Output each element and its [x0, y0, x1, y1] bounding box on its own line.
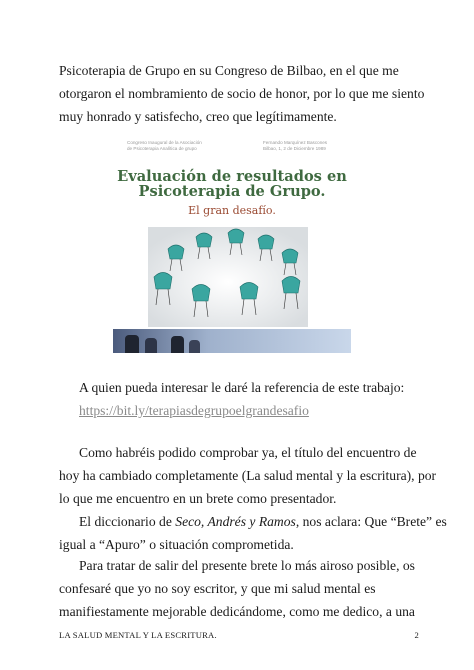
text-line: manifiestamente mejorable dedicándome, como me dedico, a una	[59, 604, 415, 619]
paragraph-encuentro	[59, 441, 437, 510]
poster-right-caption: Fernando Marquínez Bascones Bilbao, 1, 2 de Diciembre 1989	[263, 140, 328, 151]
person-silhouette	[125, 335, 139, 353]
page-number: 2	[414, 630, 419, 640]
reference-paragraph	[59, 376, 439, 422]
text-line: Psicoterapia de Grupo en su Congreso de Bilbao, en el que me	[59, 63, 399, 78]
paragraph-brete	[59, 554, 419, 623]
meeting-photo-strip	[113, 329, 351, 353]
authors-italic: Seco, Andrés y Ramos	[175, 514, 296, 529]
text-line: confesaré que yo no soy escritor, y que mi salud mental es	[59, 581, 376, 596]
reference-link[interactable]: https://bit.ly/terapiasdegrupoelgrandesafio	[79, 403, 309, 418]
chairs-circle-photo	[148, 227, 308, 327]
congress-poster-image	[113, 131, 351, 353]
poster-subtitle: El gran desafío.	[188, 204, 276, 217]
text-line: otorgaron el nombramiento de socio de honor, por lo que me siento	[59, 86, 425, 101]
poster-title: Evaluación de resultados en Psicoterapia de Grupo.	[117, 168, 347, 200]
paragraph-diccionario	[59, 510, 447, 556]
person-silhouette	[145, 338, 157, 353]
text-line: Como habréis podido comprobar ya, el título del encuentro de	[79, 445, 417, 460]
poster-left-caption: Congreso Inaugural de la Asociación de Psicoterapia Analítica de grupo	[127, 140, 202, 151]
text-line: muy honrado y satisfecho, creo que legítimamente.	[59, 109, 337, 124]
page-footer	[59, 630, 419, 640]
text-line: Para tratar de salir del presente brete lo más airoso posible, os	[79, 558, 415, 573]
intro-paragraph	[59, 59, 425, 128]
person-silhouette	[171, 336, 184, 353]
person-silhouette	[189, 340, 200, 353]
running-title: LA SALUD MENTAL Y LA ESCRITURA.	[59, 630, 217, 640]
text-line: igual a “Apuro” o situación comprometida.	[59, 537, 294, 552]
text-line: El diccionario de Seco, Andrés y Ramos, nos aclara: Que “Brete” es	[79, 514, 447, 529]
text-line: A quien pueda interesar le daré la referencia de este trabajo:	[79, 380, 405, 395]
text-line: lo que me encuentro en un brete como presentador.	[59, 491, 337, 506]
text-line: hoy ha cambiado completamente (La salud mental y la escritura), por	[59, 468, 437, 483]
